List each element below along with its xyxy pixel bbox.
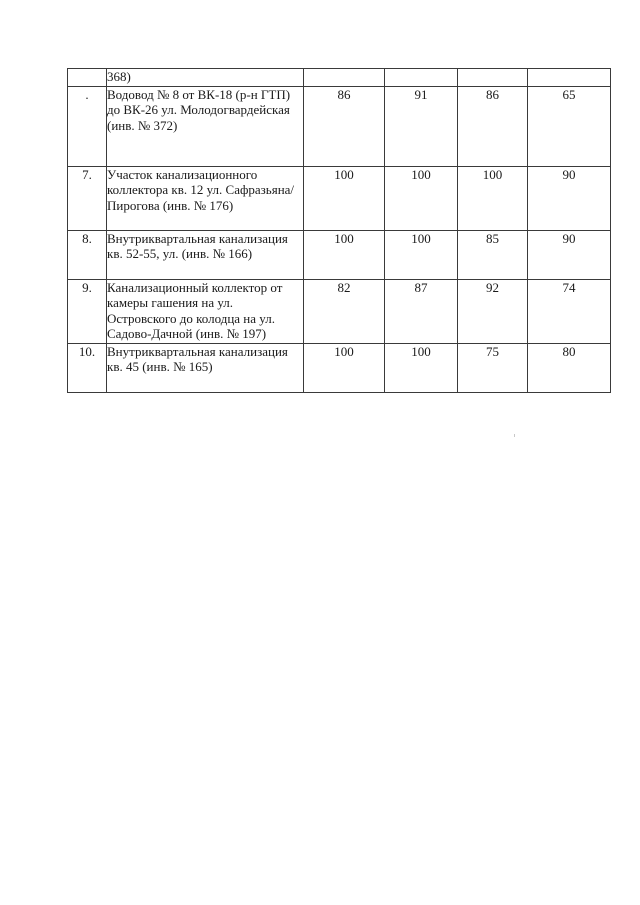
value-cell: 100 <box>385 167 458 231</box>
value-cell: 100 <box>304 167 385 231</box>
table-row <box>68 87 611 167</box>
row-name: 368) <box>107 69 304 87</box>
row-number: 9. <box>68 280 107 344</box>
row-number: . <box>68 87 107 167</box>
table-row <box>68 344 611 393</box>
row-name: Внутриквартальная канализация кв. 45 (инв. № 165) <box>107 344 304 393</box>
value-cell: 82 <box>304 280 385 344</box>
value-cell: 74 <box>528 280 611 344</box>
value-cell: 91 <box>385 87 458 167</box>
value-cell: 85 <box>458 231 528 280</box>
value-cell: 100 <box>385 231 458 280</box>
table-row <box>68 280 611 344</box>
value-cell: 90 <box>528 231 611 280</box>
row-number: 8. <box>68 231 107 280</box>
table-row <box>68 69 611 87</box>
value-cell: 100 <box>458 167 528 231</box>
value-cell: 92 <box>458 280 528 344</box>
value-cell: 86 <box>458 87 528 167</box>
row-number: 7. <box>68 167 107 231</box>
value-cell: 75 <box>458 344 528 393</box>
data-table <box>67 68 611 393</box>
table-row <box>68 231 611 280</box>
value-cell: 80 <box>528 344 611 393</box>
row-name: Водовод № 8 от ВК-18 (р-н ГТП) до ВК-26 ул. Молодогвардейская (инв. № 372) <box>107 87 304 167</box>
scan-speck <box>514 434 515 437</box>
value-cell <box>528 69 611 87</box>
value-cell: 65 <box>528 87 611 167</box>
value-cell: 86 <box>304 87 385 167</box>
value-cell: 100 <box>304 344 385 393</box>
table-row <box>68 167 611 231</box>
row-name: Канализационный коллектор от камеры гашения на ул. Островского до колодца на ул. Садово-Дачной (инв. № 197) <box>107 280 304 344</box>
row-name: Внутриквартальная канализация кв. 52-55, ул. (инв. № 166) <box>107 231 304 280</box>
row-number: 10. <box>68 344 107 393</box>
value-cell: 100 <box>304 231 385 280</box>
value-cell: 100 <box>385 344 458 393</box>
value-cell <box>385 69 458 87</box>
row-number <box>68 69 107 87</box>
value-cell: 87 <box>385 280 458 344</box>
value-cell <box>304 69 385 87</box>
value-cell <box>458 69 528 87</box>
value-cell: 90 <box>528 167 611 231</box>
row-name: Участок канализационного коллектора кв. 12 ул. Сафразьяна/Пирогова (инв. № 176) <box>107 167 304 231</box>
